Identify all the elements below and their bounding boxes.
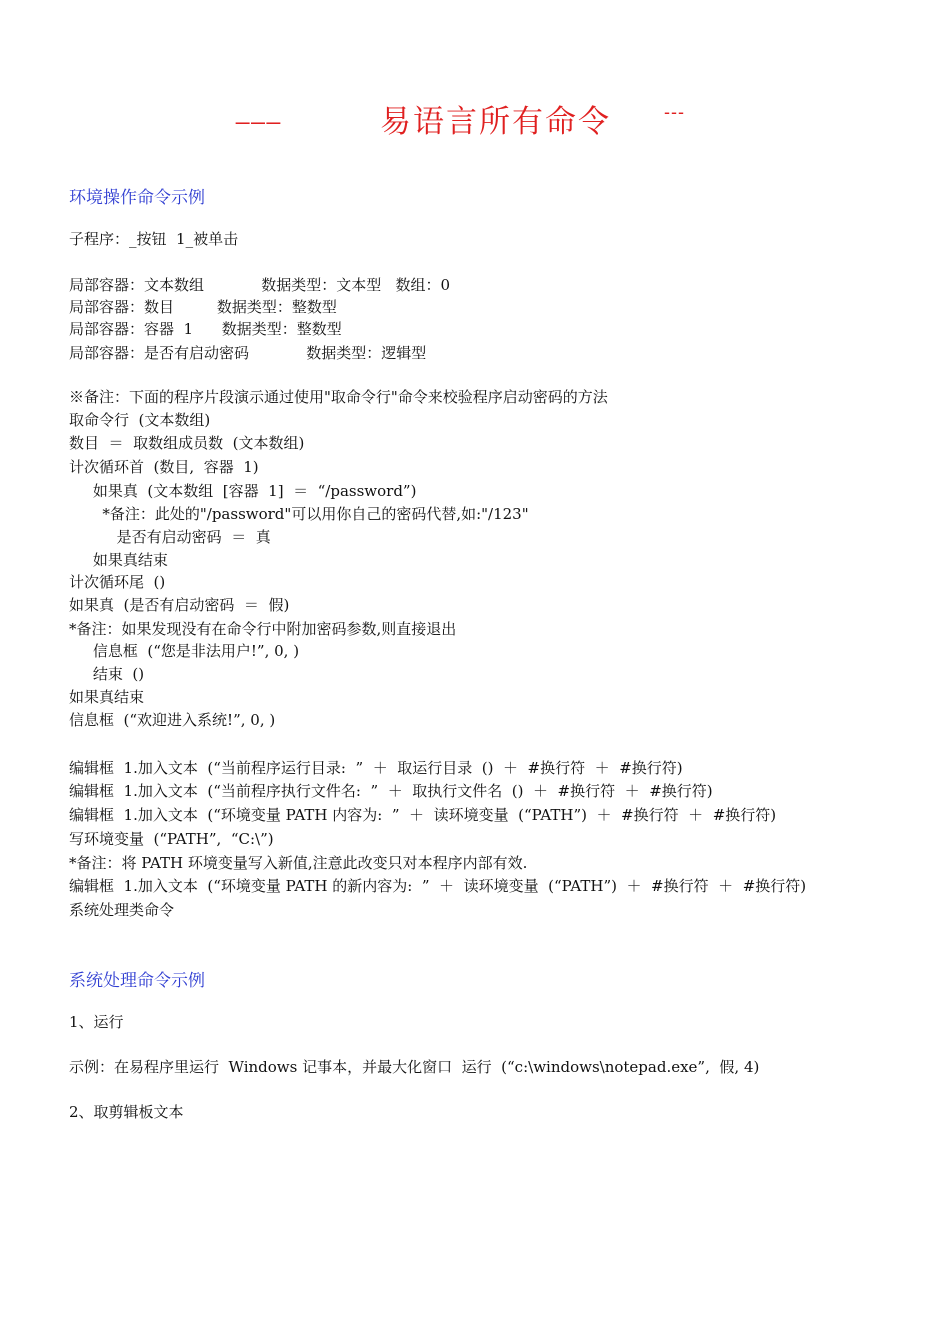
text-line: 示例：在易程序里运行 Windows 记事本，并最大化窗口 运行 (“c:\windows\notepad.exe”, 假, 4): [69, 1058, 760, 1076]
text-line: 局部容器：文本数组 数据类型：文本型 数组：0: [69, 276, 451, 294]
text-line: 局部容器：是否有启动密码 数据类型：逻辑型: [69, 344, 427, 362]
text-line: 编辑框 1.加入文本 (“当前程序执行文件名: ” ＋ 取执行文件名 () ＋ #换行符 ＋ #换行符): [69, 782, 713, 800]
text-line: 数目 ＝ 取数组成员数 (文本数组): [69, 434, 305, 452]
title-left-dashes: ___: [236, 98, 283, 125]
text-line: 写环境变量 (“PATH”, “C:\”): [69, 830, 274, 848]
text-line: 1、运行: [69, 1013, 124, 1031]
text-line: 局部容器：容器 1 数据类型：整数型: [69, 320, 342, 338]
text-line: 取命令行 (文本数组): [69, 411, 211, 429]
text-line: 编辑框 1.加入文本 (“环境变量 PATH 内容为: ” ＋ 读环境变量 (“PATH”) ＋ #换行符 ＋ #换行符): [69, 806, 777, 824]
text-line: 子程序：_按钮 1_被单击: [69, 230, 239, 248]
text-line: ※备注：下面的程序片段演示通过使用"取命令行"命令来校验程序启动密码的方法: [69, 388, 608, 406]
title-right-dashes: ---: [664, 102, 685, 122]
text-line: 如果真 (是否有启动密码 ＝ 假): [69, 596, 290, 614]
text-line: *备注：此处的"/password"可以用你自己的密码代替,如:"/123": [69, 505, 529, 523]
document-title: [0, 96, 950, 140]
text-line: 计次循环尾 (): [69, 573, 166, 591]
text-line: 2、取剪辑板文本: [69, 1103, 184, 1121]
text-line: 信息框 (“欢迎进入系统!”, 0, ): [69, 711, 276, 729]
text-line: 信息框 (“您是非法用户!”, 0, ): [69, 642, 300, 660]
text-line: 编辑框 1.加入文本 (“当前程序运行目录: ” ＋ 取运行目录 () ＋ #换行符 ＋ #换行符): [69, 759, 683, 777]
text-line: 计次循环首 (数目, 容器 1): [69, 458, 259, 476]
title-text: 易语言所有命令: [380, 104, 611, 140]
section-heading-system: 系统处理命令示例: [69, 971, 205, 991]
text-line: 编辑框 1.加入文本 (“环境变量 PATH 的新内容为: ” ＋ 读环境变量 (“PATH”) ＋ #换行符 ＋ #换行符): [69, 877, 807, 895]
text-line: 局部容器：数目 数据类型：整数型: [69, 298, 337, 316]
text-line: 结束 (): [69, 665, 145, 683]
text-line: 如果真 (文本数组 [容器 1] ＝ “/password”): [69, 482, 417, 500]
section-heading-environment: 环境操作命令示例: [69, 188, 205, 208]
text-line: 是否有启动密码 ＝ 真: [69, 528, 271, 546]
text-line: 系统处理类命令: [69, 901, 175, 919]
text-line: 如果真结束: [69, 688, 145, 706]
text-line: *备注：如果发现没有在命令行中附加密码参数,则直接退出: [69, 620, 457, 638]
text-line: 如果真结束: [69, 551, 168, 569]
text-line: *备注：将 PATH 环境变量写入新值,注意此改变只对本程序内部有效.: [69, 854, 528, 872]
